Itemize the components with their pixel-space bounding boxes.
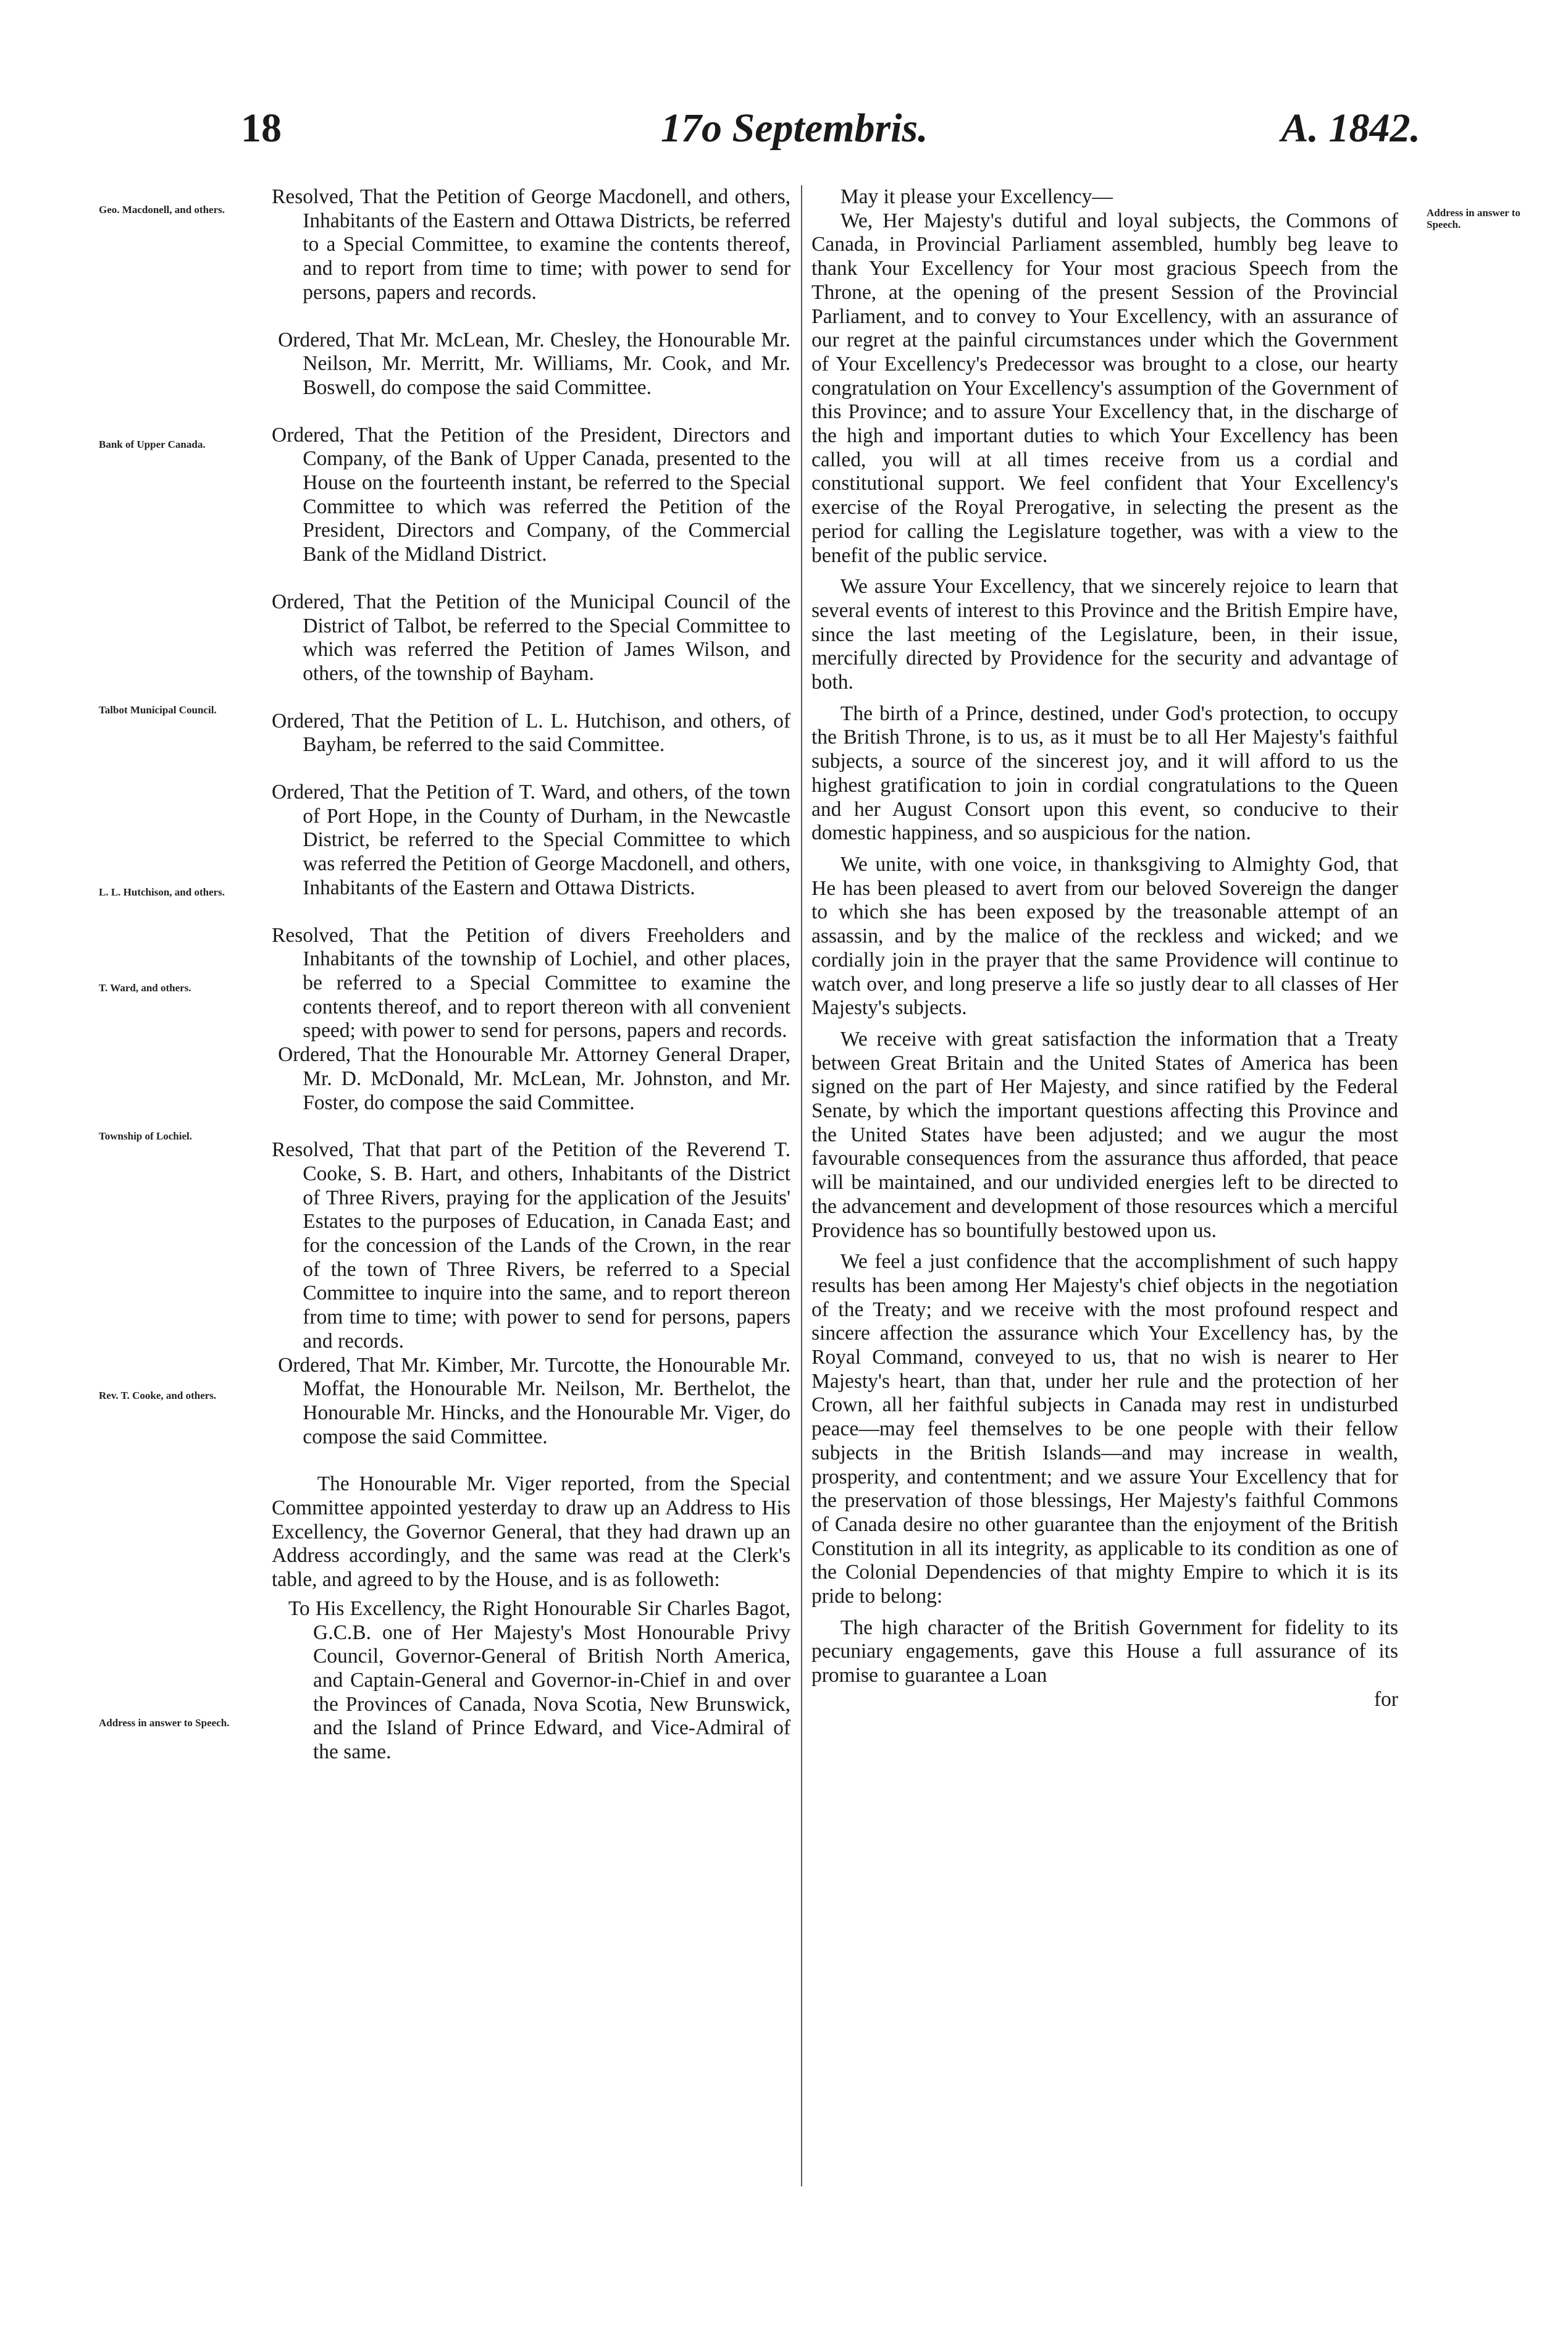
margin-note: T. Ward, and others. — [99, 982, 191, 994]
paragraph: Resolved, That the Petition of divers Freeholders and Inhabitants of the township of Lochiel, and other places, be referred to a Special Committee to examine the contents thereof, and to report thereon with all convenient speed; with power to send for persons, papers and records. — [272, 923, 790, 1043]
right-column — [811, 185, 1398, 1712]
paragraph: Ordered, That the Petition of the Municipal Council of the District of Talbot, be referred to the Special Committee to which was referred the Petition of James Wilson, and others, of the township of Bayham. — [272, 590, 790, 685]
paragraph: Ordered, That Mr. McLean, Mr. Chesley, the Honourable Mr. Neilson, Mr. Merritt, Mr. Williams, Mr. Cook, and Mr. Boswell, do compose the said Committee. — [278, 328, 790, 399]
page-header — [241, 105, 1420, 173]
paragraph: Ordered, That the Petition of T. Ward, and others, of the town of Port Hope, in the County of Durham, in the Newcastle District, be referred to the Special Committee to which was referred the Petition of George Macdonell, and others, Inhabitants of the Eastern and Ottawa Districts. — [272, 781, 790, 899]
page-number: 18 — [241, 106, 282, 151]
paragraph: We receive with great satisfaction the information that a Treaty between Great Britain and the United States of America has been signed on the part of Her Majesty, and since ratified by the Federal Senate, by which the important questions affecting this Province and the United States have been adjusted; and we augur the most favourable consequences from the assurance thus afforded, that peace will be maintained, and our undivided energies left to be directed to the advancement and development of those resources which a merciful Providence has so bountifully bestowed upon us. — [811, 1027, 1398, 1242]
page-year: A. 1842. — [1281, 106, 1420, 151]
paragraph: We, Her Majesty's dutiful and loyal subjects, the Commons of Canada, in Provincial Parliament assembled, humbly beg leave to thank Your Excellency for Your most gracious Speech from the Throne, at the opening of the present Session of the Provincial Parliament, and to convey to Your Excellency, with an assurance of our regret at the painful circumstances under which the Government of Your Excellency's Predecessor was brought to a close, our hearty congratulation on Your Excellency's assumption of the Government of this Province; and to assure Your Excellency that, in the discharge of the high and important duties to which Your Excellency has been called, you will at all times receive from us a cordial and constitutional support. We feel confident that Your Excellency's exercise of the Royal Prerogative, in selecting the present as the period for calling the Legislature together, was with a view to the benefit of the public service. — [811, 209, 1398, 567]
margin-note: Address in answer to Speech. — [99, 1717, 230, 1729]
margin-note: Rev. T. Cooke, and others. — [99, 1390, 217, 1401]
margin-note: Talbot Municipal Council. — [99, 704, 217, 716]
paragraph: We feel a just confidence that the accomplishment of such happy results has been among Her Majesty's chief objects in the negotiation of the Treaty; and we receive with the most profound respect and sincere affection the assurance which Your Excellency has, by the Royal Command, conveyed to us, that no wish is nearer to Her Majesty's heart, than that, under her rule and the protection of her Crown, all her faithful subjects in Canada may rest in undisturbed peace—may feel themselves to be one people with their fellow subjects in the British Islands—and may increase in wealth, prosperity, and contentment; and we assure Your Excellency that for the preservation of those blessings, Her Majesty's faithful Commons of Canada desire no other guarantee than the enjoyment of the British Constitution in all its integrity, as applicable to its condition as one of the Colonial Dependencies of that mighty Empire to which it is its pride to belong: — [811, 1250, 1398, 1608]
paragraph: Resolved, That that part of the Petition of the Reverend T. Cooke, S. B. Hart, and others, Inhabitants of the District of Three Rivers, praying for the application of the Jesuits' Estates to the purposes of Education, in Canada East; and for the concession of the Lands of the Crown, in the rear of the town of Three Rivers, be referred to a Special Committee to inquire into the same, and to report thereon from time to time; with power to send for persons, papers and records. — [272, 1138, 790, 1353]
paragraph: Resolved, That the Petition of George Macdonell, and others, Inhabitants of the Eastern and Ottawa Districts, be referred to a Special Committee, to examine the contents thereof, and to report from time to time; with power to send for persons, papers and records. — [272, 185, 790, 304]
paragraph: Ordered, That the Petition of L. L. Hutchison, and others, of Bayham, be referred to the said Committee. — [272, 709, 790, 757]
paragraph: Ordered, That the Honourable Mr. Attorney General Draper, Mr. D. McDonald, Mr. McLean, Mr. Johnston, and Mr. Foster, do compose the said Committee. — [278, 1043, 790, 1114]
margin-note: Geo. Macdonell, and others. — [99, 204, 225, 216]
paragraph: The high character of the British Government for fidelity to its pecuniary engagements, gave this House a full assurance of its promise to guarantee a Loan — [811, 1616, 1398, 1687]
paragraph: We assure Your Excellency, that we sincerely rejoice to learn that several events of interest to this Province and the British Empire have, since the last meeting of the Legislature, been, in their issue, mercifully directed by Providence for the security and advantage of both. — [811, 575, 1398, 694]
paragraph: The Honourable Mr. Viger reported, from the Special Committee appointed yesterday to draw up an Address to His Excellency, the Governor General, that they had drawn up an Address accordingly, and the same was read at the Clerk's table, and agreed to by the House, and is as followeth: — [272, 1472, 790, 1592]
margin-note: Bank of Upper Canada. — [99, 439, 206, 450]
left-column — [272, 185, 790, 1765]
catchword: for — [1373, 1687, 1398, 1711]
column-rule — [801, 185, 802, 2186]
address-salutation: To His Excellency, the Right Honourable Sir Charles Bagot, G.C.B. one of Her Majesty's Most Honourable Privy Council, Governor-General of British North America, and Captain-General and Governor-in-Chief in and over the Provinces of Canada, Nova Scotia, New Brunswick, and the Island of Prince Edward, and Vice-Admiral of the same. — [288, 1597, 790, 1764]
margin-note: Address in answer to Speech. — [1427, 207, 1520, 230]
paragraph: May it please your Excellency— — [840, 185, 1113, 208]
margin-note: L. L. Hutchison, and others. — [99, 886, 225, 898]
page-date: 17o Septembris. — [661, 106, 928, 151]
paragraph: We unite, with one voice, in thanksgiving to Almighty God, that He has been pleased to avert from our beloved Sovereign the danger to which she has been exposed by the treasonable attempt of an assassin, and by the malice of the reckless and wicked; and we cordially join in the prayer that the same Providence will continue to watch over, and long preserve a life so justly dear to all classes of Her Majesty's subjects. — [811, 852, 1398, 1020]
margin-note: Township of Lochiel. — [99, 1130, 192, 1142]
paragraph: The birth of a Prince, destined, under God's protection, to occupy the British Throne, is to us, as it must be to all Her Majesty's faithful subjects, a source of the sincerest joy, and it will afford to us the highest gratification to join in cordial congratulations to the Queen and her August Consort upon this event, so conducive to their domestic happiness, and so auspicious for the nation. — [811, 702, 1398, 845]
paragraph: Ordered, That the Petition of the President, Directors and Company, of the Bank of Upper Canada, presented to the House on the fourteenth instant, be referred to the Special Committee to which was referred the Petition of the President, Directors and Company, of the Commercial Bank of the Midland District. — [272, 423, 790, 566]
paragraph: Ordered, That Mr. Kimber, Mr. Turcotte, the Honourable Mr. Moffat, the Honourable Mr. Neilson, Mr. Berthelot, the Honourable Mr. Hincks, and the Honourable Mr. Viger, do compose the said Committee. — [278, 1353, 790, 1448]
